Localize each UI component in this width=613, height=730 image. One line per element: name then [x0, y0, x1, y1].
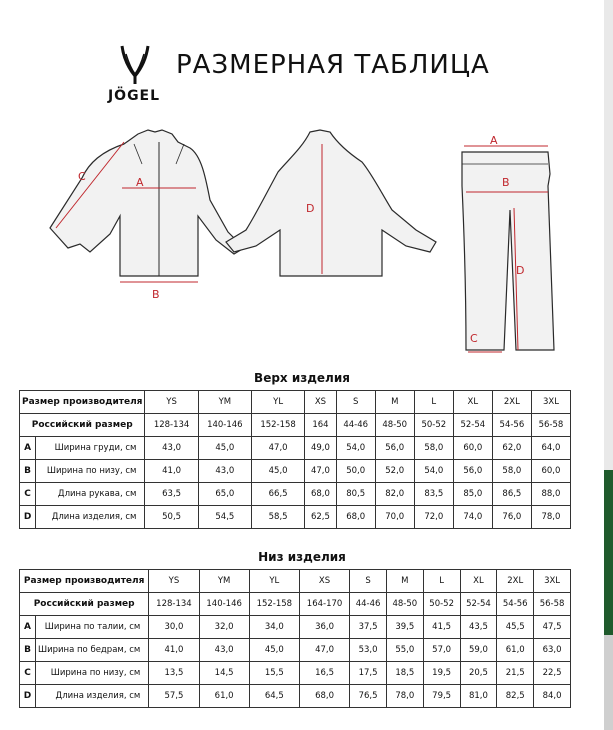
measurement-value: 41,0 [145, 460, 198, 483]
russian-size-cell: 50-52 [414, 414, 453, 437]
measurement-value: 19,5 [423, 662, 460, 685]
measurement-row [20, 460, 571, 483]
measurement-value: 68,0 [336, 506, 375, 529]
measurement-value: 56,0 [453, 460, 492, 483]
measurement-value: 63,5 [145, 483, 198, 506]
measurement-letter: A [20, 616, 36, 639]
measurement-letter: B [20, 460, 36, 483]
jacket-front-diagram [50, 130, 244, 301]
measurement-letter: A [20, 437, 36, 460]
jacket-front-label-c: C [78, 170, 86, 183]
russian-size-cell: 56-58 [531, 414, 570, 437]
manufacturer-size-cell: YL [251, 391, 304, 414]
manufacturer-size-row [20, 570, 571, 593]
manufacturer-size-header: Размер производителя [20, 391, 145, 414]
measurement-value: 61,0 [199, 685, 249, 708]
measurement-value: 18,5 [386, 662, 423, 685]
manufacturer-size-cell: XS [305, 391, 336, 414]
russian-size-cell: 140-146 [198, 414, 251, 437]
russian-size-row [20, 414, 571, 437]
measurement-value: 34,0 [249, 616, 299, 639]
measurement-label: Длина изделия, см [36, 685, 149, 708]
measurement-value: 64,5 [249, 685, 299, 708]
russian-size-cell: 54-56 [492, 414, 531, 437]
measurement-row [20, 506, 571, 529]
measurement-value: 68,0 [305, 483, 336, 506]
measurement-value: 43,0 [198, 460, 251, 483]
measurement-value: 41,0 [149, 639, 199, 662]
measurement-value: 13,5 [149, 662, 199, 685]
measurement-value: 52,0 [375, 460, 414, 483]
measurement-letter: D [20, 506, 36, 529]
measurement-value: 84,0 [534, 685, 571, 708]
measurement-value: 62,0 [492, 437, 531, 460]
measurement-value: 76,0 [492, 506, 531, 529]
jacket-front-label-b: B [152, 288, 160, 301]
measurement-label: Ширина по низу, см [36, 662, 149, 685]
measurement-value: 66,5 [251, 483, 304, 506]
russian-size-cell: 152-158 [249, 593, 299, 616]
measurement-label: Ширина груди, см [36, 437, 145, 460]
measurement-value: 86,5 [492, 483, 531, 506]
measurement-value: 50,5 [145, 506, 198, 529]
manufacturer-size-cell: YS [145, 391, 198, 414]
russian-size-cell: 54-56 [497, 593, 534, 616]
measurement-value: 57,5 [149, 685, 199, 708]
russian-size-cell: 52-54 [460, 593, 497, 616]
measurement-label: Ширина по талии, см [36, 616, 149, 639]
russian-size-cell: 44-46 [336, 414, 375, 437]
manufacturer-size-cell: 3XL [534, 570, 571, 593]
russian-size-header: Российский размер [20, 593, 149, 616]
manufacturer-size-cell: 2XL [497, 570, 534, 593]
measurement-value: 43,0 [199, 639, 249, 662]
manufacturer-size-cell: YM [199, 570, 249, 593]
measurement-value: 43,5 [460, 616, 497, 639]
measurement-row [20, 685, 571, 708]
measurement-value: 58,5 [251, 506, 304, 529]
measurement-label: Длина изделия, см [36, 506, 145, 529]
measurement-value: 22,5 [534, 662, 571, 685]
manufacturer-size-cell: M [386, 570, 423, 593]
measurement-value: 39,5 [386, 616, 423, 639]
pants-label-d: D [516, 264, 525, 277]
measurement-value: 63,0 [534, 639, 571, 662]
measurement-label: Длина рукава, см [36, 483, 145, 506]
measurement-value: 85,0 [453, 483, 492, 506]
manufacturer-size-cell: L [423, 570, 460, 593]
measurement-value: 17,5 [350, 662, 387, 685]
measurement-value: 59,0 [460, 639, 497, 662]
measurement-letter: B [20, 639, 36, 662]
measurement-value: 47,5 [534, 616, 571, 639]
manufacturer-size-cell: YL [249, 570, 299, 593]
measurement-value: 21,5 [497, 662, 534, 685]
measurement-value: 54,5 [198, 506, 251, 529]
measurement-value: 60,0 [531, 460, 570, 483]
measurement-value: 72,0 [414, 506, 453, 529]
measurement-value: 60,0 [453, 437, 492, 460]
measurement-value: 56,0 [375, 437, 414, 460]
garment-diagrams [20, 120, 600, 370]
side-strip-gray [604, 635, 613, 730]
measurement-label: Ширина по бедрам, см [36, 639, 149, 662]
russian-size-cell: 44-46 [350, 593, 387, 616]
measurement-value: 16,5 [299, 662, 349, 685]
measurement-value: 58,0 [492, 460, 531, 483]
measurement-row [20, 639, 571, 662]
manufacturer-size-cell: YM [198, 391, 251, 414]
measurement-value: 79,5 [423, 685, 460, 708]
russian-size-cell: 128-134 [145, 414, 198, 437]
measurement-value: 88,0 [531, 483, 570, 506]
measurement-value: 55,0 [386, 639, 423, 662]
measurement-row [20, 483, 571, 506]
side-strip [604, 0, 613, 730]
page-title: РАЗМЕРНАЯ ТАБЛИЦА [176, 50, 490, 80]
russian-size-cell: 48-50 [386, 593, 423, 616]
measurement-value: 54,0 [336, 437, 375, 460]
manufacturer-size-cell: XS [299, 570, 349, 593]
russian-size-cell: 128-134 [149, 593, 199, 616]
measurement-letter: D [20, 685, 36, 708]
measurement-value: 47,0 [251, 437, 304, 460]
measurement-value: 74,0 [453, 506, 492, 529]
measurement-value: 80,5 [336, 483, 375, 506]
measurement-value: 70,0 [375, 506, 414, 529]
measurement-value: 54,0 [414, 460, 453, 483]
manufacturer-size-cell: XL [460, 570, 497, 593]
top-table-title: Верх изделия [254, 371, 350, 385]
measurement-value: 20,5 [460, 662, 497, 685]
measurement-value: 61,0 [497, 639, 534, 662]
measurement-value: 76,5 [350, 685, 387, 708]
manufacturer-size-cell: XL [453, 391, 492, 414]
manufacturer-size-cell: 2XL [492, 391, 531, 414]
measurement-value: 37,5 [350, 616, 387, 639]
measurement-value: 45,0 [249, 639, 299, 662]
measurement-value: 83,5 [414, 483, 453, 506]
pants-label-c: C [470, 332, 478, 345]
measurement-row [20, 662, 571, 685]
russian-size-cell: 152-158 [251, 414, 304, 437]
measurement-label: Ширина по низу, см [36, 460, 145, 483]
measurement-row [20, 437, 571, 460]
measurement-value: 64,0 [531, 437, 570, 460]
manufacturer-size-header: Размер производителя [20, 570, 149, 593]
measurement-value: 45,0 [251, 460, 304, 483]
measurement-value: 58,0 [414, 437, 453, 460]
manufacturer-size-cell: S [350, 570, 387, 593]
manufacturer-size-cell: L [414, 391, 453, 414]
measurement-value: 68,0 [299, 685, 349, 708]
jacket-back-label-d: D [306, 202, 315, 215]
russian-size-cell: 50-52 [423, 593, 460, 616]
bottom-table-title: Низ изделия [258, 550, 346, 564]
measurement-value: 41,5 [423, 616, 460, 639]
measurement-value: 81,0 [460, 685, 497, 708]
manufacturer-size-cell: YS [149, 570, 199, 593]
pants-diagram [462, 134, 554, 352]
manufacturer-size-cell: S [336, 391, 375, 414]
measurement-value: 49,0 [305, 437, 336, 460]
measurement-value: 15,5 [249, 662, 299, 685]
russian-size-cell: 52-54 [453, 414, 492, 437]
measurement-value: 30,0 [149, 616, 199, 639]
pants-label-b: B [502, 176, 510, 189]
russian-size-header: Российский размер [20, 414, 145, 437]
jacket-back-diagram [226, 130, 436, 276]
measurement-value: 62,5 [305, 506, 336, 529]
russian-size-cell: 56-58 [534, 593, 571, 616]
measurement-value: 78,0 [531, 506, 570, 529]
measurement-value: 14,5 [199, 662, 249, 685]
measurement-letter: C [20, 662, 36, 685]
russian-size-row [20, 593, 571, 616]
measurement-value: 47,0 [305, 460, 336, 483]
top-size-table [19, 390, 571, 529]
measurement-value: 82,0 [375, 483, 414, 506]
measurement-value: 47,0 [299, 639, 349, 662]
side-strip-green [604, 470, 613, 635]
jacket-front-label-a: A [136, 176, 144, 189]
measurement-value: 78,0 [386, 685, 423, 708]
measurement-value: 45,5 [497, 616, 534, 639]
measurement-value: 50,0 [336, 460, 375, 483]
brand-name: JÖGEL [107, 88, 161, 104]
measurement-letter: C [20, 483, 36, 506]
manufacturer-size-row [20, 391, 571, 414]
measurement-value: 57,0 [423, 639, 460, 662]
manufacturer-size-cell: M [375, 391, 414, 414]
pants-label-a: A [490, 134, 498, 147]
russian-size-cell: 164 [305, 414, 336, 437]
measurement-value: 45,0 [198, 437, 251, 460]
measurement-value: 82,5 [497, 685, 534, 708]
measurement-value: 53,0 [350, 639, 387, 662]
measurement-value: 43,0 [145, 437, 198, 460]
bottom-size-table [19, 569, 571, 708]
measurement-value: 36,0 [299, 616, 349, 639]
measurement-row [20, 616, 571, 639]
measurement-value: 65,0 [198, 483, 251, 506]
russian-size-cell: 164-170 [299, 593, 349, 616]
manufacturer-size-cell: 3XL [531, 391, 570, 414]
measurement-value: 32,0 [199, 616, 249, 639]
russian-size-cell: 140-146 [199, 593, 249, 616]
russian-size-cell: 48-50 [375, 414, 414, 437]
